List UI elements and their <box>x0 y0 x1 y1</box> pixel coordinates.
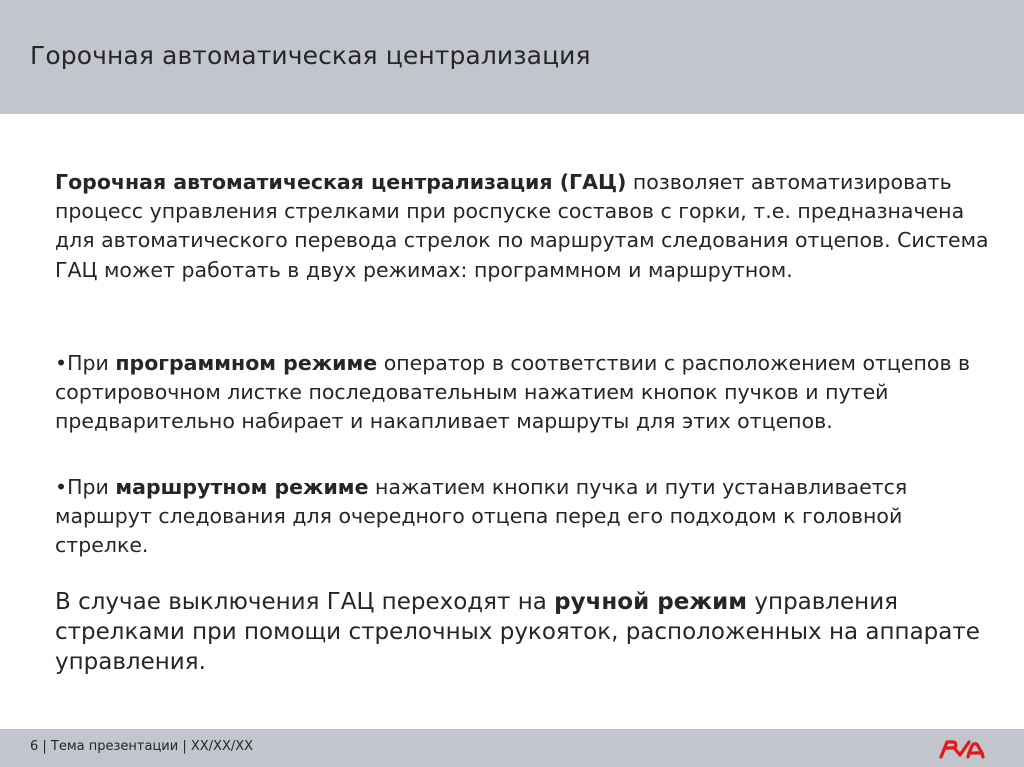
slide-header <box>0 0 1024 114</box>
bullet-prefix: При <box>67 351 116 375</box>
bullet-prefix: При <box>67 475 116 499</box>
bullet-route-mode <box>55 473 1000 561</box>
bullet-text: оператор в соответствии с расположением отцепов в сортировочном листке последовательным нажатием кнопок пучков и путей предварительно набирает и накапливает маршруты для этих отцепов. <box>55 351 971 434</box>
bullet-marker: • <box>55 475 68 499</box>
footer-text: 6 | Тема презентации | ХХ/ХХ/ХХ <box>30 739 254 754</box>
bullet-term: программном режиме <box>115 351 378 375</box>
intro-term: Горочная автоматическая централизация (ГАЦ) <box>55 170 627 194</box>
manual-text: управления стрелками при помощи стрелочных рукояток, расположенных на аппарате управления. <box>55 589 980 675</box>
bullet-text: нажатием кнопки пучка и пути устанавливается маршрут следования для очередного отцепа перед его подходом к головной стрелке. <box>55 475 908 558</box>
slide-title: Горочная автоматическая централизация <box>30 41 591 70</box>
manual-prefix: В случае выключения ГАЦ переходят на <box>55 589 555 615</box>
intro-paragraph <box>55 168 1000 285</box>
bullet-term: маршрутном режиме <box>115 475 369 499</box>
slide-footer <box>0 729 1024 767</box>
rzd-logo-icon <box>938 737 986 759</box>
bullet-marker: • <box>55 351 68 375</box>
manual-term: ручной режим <box>554 589 748 615</box>
intro-text: позволяет автоматизировать процесс управления стрелками при роспуске составов с горки, т.е. предназначена для автоматического перевода стрелок по маршрутам следования отцепов. Система ГАЦ может работать в двух режимах: программном и маршрутном. <box>55 170 989 282</box>
manual-mode-paragraph <box>55 587 1000 677</box>
bullet-program-mode <box>55 349 1000 437</box>
